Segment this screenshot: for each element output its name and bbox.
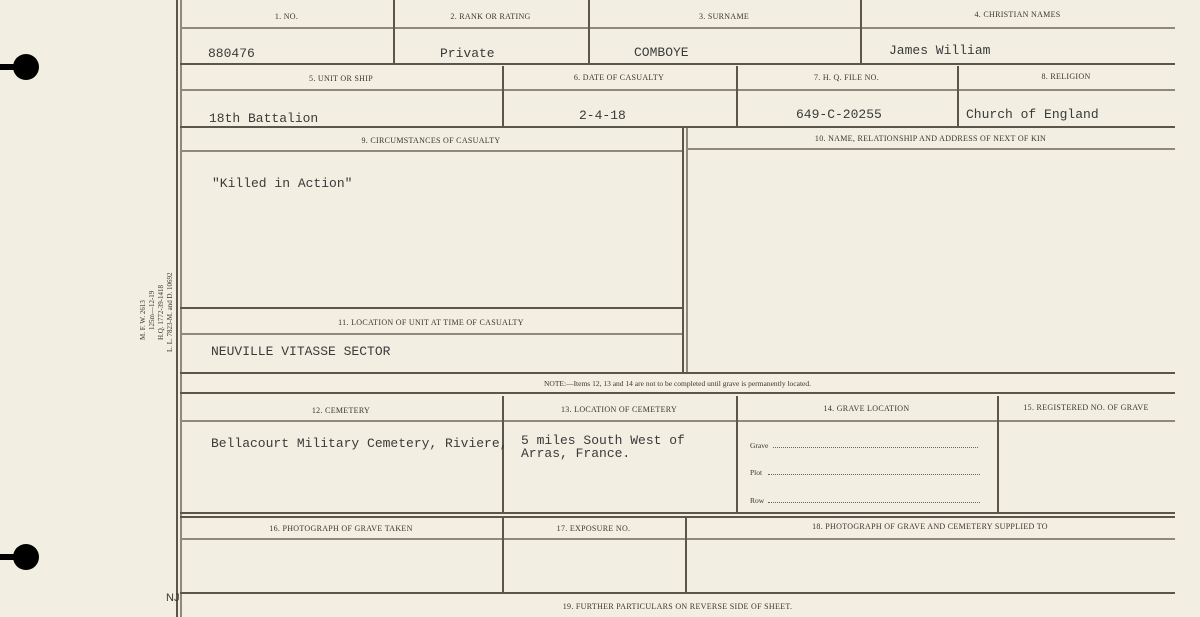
value-unit: 18th Battalion [209, 111, 319, 126]
label-exposure-no: 17. EXPOSURE NO. [556, 524, 631, 533]
grave-label: Grave [750, 441, 769, 450]
rule-row5-top [180, 516, 1175, 518]
label-no: 1. NO. [274, 12, 299, 21]
rule-circumstances-bottom [180, 307, 682, 309]
rule-row5-label [180, 538, 1175, 540]
label-further-particulars: 19. FURTHER PARTICULARS ON REVERSE SIDE OF SHEET. [562, 602, 793, 611]
value-surname: COMBOYE [634, 45, 689, 60]
rule-row1-bottom [180, 63, 1175, 65]
label-next-of-kin: 10. NAME, RELATIONSHIP AND ADDRESS OF NEXT OF KIN [814, 134, 1047, 143]
plot-label: Plot [750, 468, 763, 477]
side-print-2: 125m—12-19 [148, 290, 156, 330]
rule-row1-label [180, 27, 1175, 29]
value-circumstances: "Killed in Action" [212, 176, 353, 191]
rule-cemetery-label [180, 420, 1175, 422]
label-location-of-cemetery: 13. LOCATION OF CEMETERY [560, 405, 678, 414]
label-christian-names: 4. CHRISTIAN NAMES [974, 10, 1061, 19]
value-cemetery-location-1: 5 miles South West of [521, 433, 685, 448]
initials: NJ [166, 592, 180, 604]
value-cemetery-location-2: Arras, France. [521, 446, 631, 461]
outer-border-left [176, 0, 178, 617]
row-line [768, 502, 980, 503]
divider-7 [682, 128, 684, 373]
label-surname: 3. SURNAME [698, 12, 750, 21]
rule-row5-bottom [180, 592, 1175, 594]
rule-cemetery-bottom [180, 512, 1175, 514]
value-location-of-unit: NEUVILLE VITASSE SECTOR [211, 344, 391, 359]
rule-location-label [180, 333, 682, 335]
label-religion: 8. RELIGION [1041, 72, 1091, 81]
divider-10 [997, 396, 999, 512]
label-file-no: 7. H. Q. FILE NO. [813, 73, 880, 82]
side-print-4: L. L. 7823-M. and D. 10692 [166, 272, 174, 352]
divider-7b [686, 128, 688, 373]
rule-row2-bottom [180, 126, 1175, 128]
rule-circumstances-label [180, 150, 682, 152]
plot-line [768, 474, 980, 475]
value-cemetery: Bellacourt Military Cemetery, Riviere, [211, 436, 508, 451]
side-print-3: H.Q. 1772-39-1418 [157, 284, 165, 340]
label-registered-no: 15. REGISTERED NO. OF GRAVE [1023, 403, 1149, 412]
divider-9 [736, 396, 738, 512]
grave-line [773, 447, 978, 448]
rule-row3-bottom [180, 372, 1175, 374]
label-cemetery: 12. CEMETERY [311, 406, 371, 415]
value-religion: Church of England [966, 107, 1099, 122]
note-text: NOTE:—Items 12, 13 and 14 are not to be completed until grave is permanently located. [543, 379, 811, 388]
label-photo-supplied: 18. PHOTOGRAPH OF GRAVE AND CEMETERY SUPPLIED TO [812, 522, 1048, 531]
value-file-no: 649-C-20255 [796, 107, 882, 122]
divider-2 [588, 0, 590, 63]
label-grave-location: 14. GRAVE LOCATION [823, 404, 910, 413]
rule-row2-label [180, 89, 1175, 91]
row-label: Row [750, 496, 765, 505]
value-rank: Private [440, 46, 495, 61]
divider-1 [393, 0, 395, 63]
label-photo-taken: 16. PHOTOGRAPH OF GRAVE TAKEN [269, 524, 413, 533]
punch-hole-bottom [13, 544, 39, 570]
punch-hole-top [13, 54, 39, 80]
rule-note-bottom [180, 392, 1175, 394]
value-date: 2-4-18 [579, 108, 626, 123]
side-print-1: M. F. W. 2613 [139, 300, 147, 340]
rule-next-of-kin-label [686, 148, 1175, 150]
label-location-of-unit: 11. LOCATION OF UNIT AT TIME OF CASUALTY [338, 318, 524, 327]
value-christian-names: James William [889, 43, 991, 58]
value-no: 880476 [208, 46, 255, 61]
label-rank: 2. RANK OR RATING [450, 12, 531, 21]
label-date: 6. DATE OF CASUALTY [573, 73, 665, 82]
label-circumstances: 9. CIRCUMSTANCES OF CASUALTY [361, 136, 501, 145]
label-unit: 5. UNIT OR SHIP [309, 74, 373, 83]
